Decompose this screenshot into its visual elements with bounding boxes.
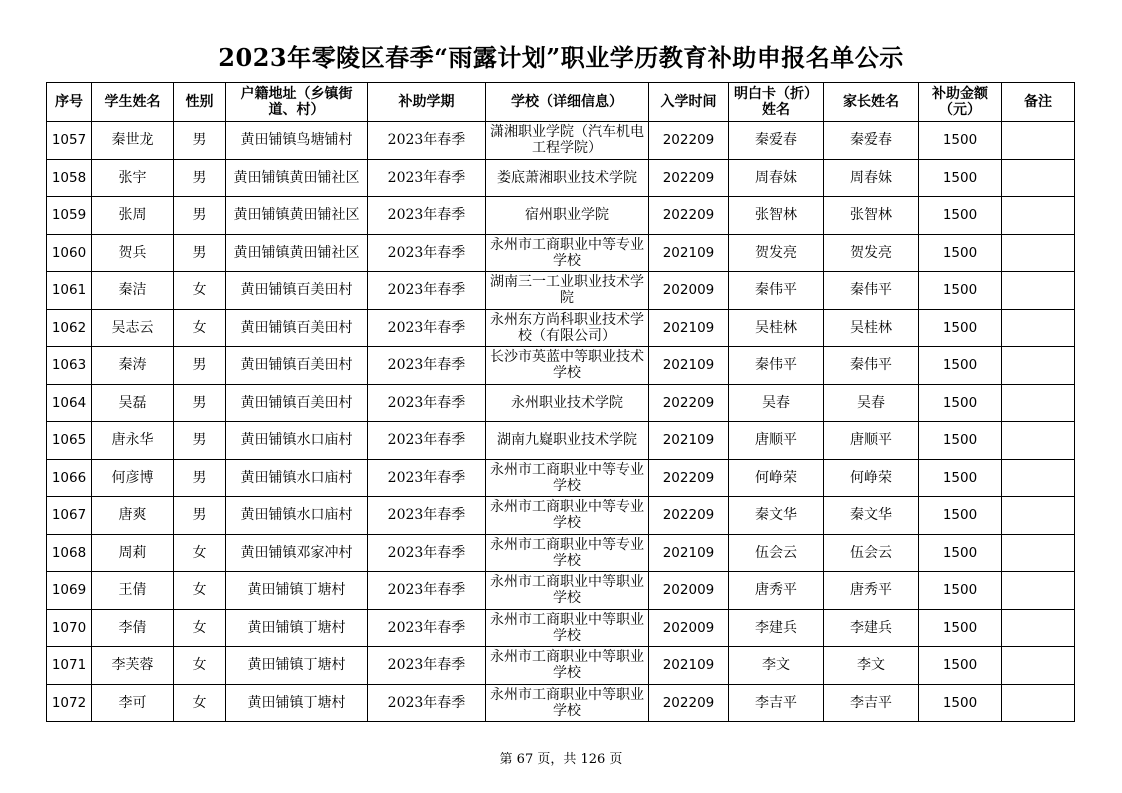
cell-address: 黄田铺镇鸟塘铺村 [226,122,368,160]
cell-amount: 1500 [919,534,1002,572]
cell-student-name: 秦世龙 [92,122,174,160]
cell-index: 1067 [47,497,92,535]
cell-card-name: 伍会云 [729,534,824,572]
cell-student-name: 王倩 [92,572,174,610]
cell-enroll-date: 202009 [649,609,729,647]
cell-school: 永州市工商职业中等专业学校 [486,234,649,272]
cell-student-name: 周莉 [92,534,174,572]
header-student-name: 学生姓名 [92,83,174,122]
cell-term: 2023年春季 [368,534,486,572]
cell-enroll-date: 202209 [649,497,729,535]
cell-address: 黄田铺镇百美田村 [226,309,368,347]
header-term: 补助学期 [368,83,486,122]
page-title: 2023年零陵区春季“雨露计划”职业学历教育补助申报名单公示 [218,43,904,72]
cell-student-name: 李芙蓉 [92,647,174,685]
cell-term: 2023年春季 [368,422,486,460]
cell-address: 黄田铺镇丁塘村 [226,684,368,722]
cell-remarks [1002,684,1075,722]
cell-parent-name: 何峥荣 [824,459,919,497]
cell-gender: 男 [174,422,226,460]
cell-amount: 1500 [919,609,1002,647]
cell-index: 1060 [47,234,92,272]
cell-student-name: 张周 [92,197,174,235]
cell-remarks [1002,422,1075,460]
cell-parent-name: 秦伟平 [824,272,919,310]
cell-school: 湖南三一工业职业技术学院 [486,272,649,310]
cell-school: 永州东方尚科职业技术学校（有限公司） [486,309,649,347]
table-row [47,459,1075,497]
cell-index: 1064 [47,384,92,422]
table-row [47,309,1075,347]
cell-term: 2023年春季 [368,159,486,197]
header-parent-name: 家长姓名 [824,83,919,122]
cell-card-name: 吴桂林 [729,309,824,347]
cell-term: 2023年春季 [368,647,486,685]
cell-remarks [1002,534,1075,572]
cell-student-name: 唐爽 [92,497,174,535]
cell-remarks [1002,347,1075,385]
table-row [47,422,1075,460]
cell-card-name: 张智林 [729,197,824,235]
cell-address: 黄田铺镇水口庙村 [226,459,368,497]
cell-student-name: 张宇 [92,159,174,197]
header-gender: 性别 [174,83,226,122]
cell-student-name: 吴磊 [92,384,174,422]
cell-index: 1072 [47,684,92,722]
cell-address: 黄田铺镇黄田铺社区 [226,159,368,197]
cell-enroll-date: 202109 [649,422,729,460]
page-footer: 第 67 页，共 126 页 [499,752,623,767]
header-enroll-date: 入学时间 [649,83,729,122]
cell-gender: 男 [174,497,226,535]
table-row [47,384,1075,422]
cell-remarks [1002,122,1075,160]
cell-gender: 女 [174,534,226,572]
cell-amount: 1500 [919,497,1002,535]
cell-school: 长沙市英蓝中等职业技术学校 [486,347,649,385]
cell-enroll-date: 202209 [649,459,729,497]
cell-remarks [1002,384,1075,422]
table-row [47,347,1075,385]
cell-school: 永州市工商职业中等职业学校 [486,572,649,610]
cell-gender: 女 [174,572,226,610]
cell-amount: 1500 [919,459,1002,497]
cell-index: 1062 [47,309,92,347]
cell-gender: 男 [174,459,226,497]
cell-card-name: 李文 [729,647,824,685]
cell-parent-name: 唐秀平 [824,572,919,610]
cell-enroll-date: 202109 [649,647,729,685]
table-row [47,272,1075,310]
header-amount: 补助金额（元） [919,83,1002,122]
cell-student-name: 吴志云 [92,309,174,347]
cell-card-name: 贺发亮 [729,234,824,272]
cell-student-name: 李倩 [92,609,174,647]
table-row [47,197,1075,235]
cell-gender: 男 [174,122,226,160]
cell-address: 黄田铺镇黄田铺社区 [226,197,368,235]
cell-address: 黄田铺镇水口庙村 [226,422,368,460]
cell-card-name: 何峥荣 [729,459,824,497]
cell-term: 2023年春季 [368,234,486,272]
cell-school: 宿州职业学院 [486,197,649,235]
header-address: 户籍地址（乡镇街道、村） [226,83,368,122]
cell-remarks [1002,497,1075,535]
cell-index: 1070 [47,609,92,647]
cell-index: 1057 [47,122,92,160]
cell-index: 1071 [47,647,92,685]
cell-index: 1065 [47,422,92,460]
cell-term: 2023年春季 [368,309,486,347]
cell-index: 1059 [47,197,92,235]
cell-remarks [1002,272,1075,310]
cell-address: 黄田铺镇丁塘村 [226,572,368,610]
cell-school: 永州市工商职业中等职业学校 [486,609,649,647]
cell-parent-name: 秦爱春 [824,122,919,160]
cell-parent-name: 李建兵 [824,609,919,647]
cell-remarks [1002,647,1075,685]
cell-term: 2023年春季 [368,459,486,497]
cell-address: 黄田铺镇黄田铺社区 [226,234,368,272]
cell-index: 1069 [47,572,92,610]
table-row [47,234,1075,272]
cell-index: 1058 [47,159,92,197]
header-school: 学校（详细信息） [486,83,649,122]
cell-enroll-date: 202209 [649,684,729,722]
cell-gender: 女 [174,609,226,647]
cell-gender: 女 [174,684,226,722]
cell-gender: 男 [174,197,226,235]
cell-amount: 1500 [919,122,1002,160]
cell-school: 永州市工商职业中等职业学校 [486,684,649,722]
cell-school: 潇湘职业学院（汽车机电工程学院） [486,122,649,160]
cell-term: 2023年春季 [368,684,486,722]
cell-card-name: 秦伟平 [729,272,824,310]
table-row [47,684,1075,722]
cell-address: 黄田铺镇百美田村 [226,347,368,385]
cell-enroll-date: 202209 [649,122,729,160]
cell-amount: 1500 [919,309,1002,347]
cell-parent-name: 秦伟平 [824,347,919,385]
table-row [47,159,1075,197]
cell-index: 1061 [47,272,92,310]
cell-amount: 1500 [919,197,1002,235]
cell-gender: 女 [174,309,226,347]
cell-amount: 1500 [919,159,1002,197]
cell-term: 2023年春季 [368,272,486,310]
cell-parent-name: 李文 [824,647,919,685]
cell-student-name: 何彦博 [92,459,174,497]
cell-card-name: 周春妹 [729,159,824,197]
cell-amount: 1500 [919,647,1002,685]
cell-term: 2023年春季 [368,572,486,610]
cell-gender: 男 [174,234,226,272]
cell-index: 1063 [47,347,92,385]
table-row [47,609,1075,647]
cell-school: 永州市工商职业中等专业学校 [486,459,649,497]
cell-term: 2023年春季 [368,384,486,422]
table-header-row [47,83,1075,122]
cell-student-name: 秦涛 [92,347,174,385]
cell-enroll-date: 202209 [649,384,729,422]
cell-card-name: 吴春 [729,384,824,422]
cell-parent-name: 唐顺平 [824,422,919,460]
cell-term: 2023年春季 [368,609,486,647]
header-remarks: 备注 [1002,83,1075,122]
cell-term: 2023年春季 [368,347,486,385]
cell-gender: 女 [174,272,226,310]
cell-index: 1066 [47,459,92,497]
cell-amount: 1500 [919,272,1002,310]
cell-address: 黄田铺镇百美田村 [226,384,368,422]
cell-remarks [1002,234,1075,272]
header-card-name: 明白卡（折）姓名 [729,83,824,122]
cell-parent-name: 吴桂林 [824,309,919,347]
cell-student-name: 秦洁 [92,272,174,310]
cell-school: 湖南九嶷职业技术学院 [486,422,649,460]
cell-term: 2023年春季 [368,197,486,235]
cell-address: 黄田铺镇邓家冲村 [226,534,368,572]
cell-parent-name: 贺发亮 [824,234,919,272]
cell-parent-name: 周春妹 [824,159,919,197]
cell-student-name: 唐永华 [92,422,174,460]
table-row [47,572,1075,610]
cell-card-name: 唐顺平 [729,422,824,460]
cell-school: 永州市工商职业中等专业学校 [486,534,649,572]
cell-parent-name: 伍会云 [824,534,919,572]
cell-enroll-date: 202109 [649,347,729,385]
cell-enroll-date: 202009 [649,572,729,610]
cell-remarks [1002,609,1075,647]
cell-enroll-date: 202209 [649,159,729,197]
cell-gender: 男 [174,384,226,422]
cell-card-name: 李建兵 [729,609,824,647]
cell-card-name: 秦伟平 [729,347,824,385]
cell-term: 2023年春季 [368,497,486,535]
cell-student-name: 李可 [92,684,174,722]
cell-remarks [1002,159,1075,197]
cell-gender: 男 [174,159,226,197]
cell-parent-name: 秦文华 [824,497,919,535]
cell-amount: 1500 [919,384,1002,422]
cell-enroll-date: 202109 [649,309,729,347]
cell-index: 1068 [47,534,92,572]
cell-school: 永州市工商职业中等专业学校 [486,497,649,535]
cell-gender: 男 [174,347,226,385]
cell-address: 黄田铺镇丁塘村 [226,609,368,647]
cell-school: 永州职业技术学院 [486,384,649,422]
table-row [47,647,1075,685]
cell-term: 2023年春季 [368,122,486,160]
cell-parent-name: 张智林 [824,197,919,235]
cell-amount: 1500 [919,684,1002,722]
cell-school: 永州市工商职业中等职业学校 [486,647,649,685]
cell-parent-name: 吴春 [824,384,919,422]
table-row [47,122,1075,160]
cell-remarks [1002,197,1075,235]
cell-card-name: 唐秀平 [729,572,824,610]
cell-gender: 女 [174,647,226,685]
cell-address: 黄田铺镇丁塘村 [226,647,368,685]
cell-enroll-date: 202109 [649,534,729,572]
cell-remarks [1002,459,1075,497]
cell-address: 黄田铺镇百美田村 [226,272,368,310]
cell-enroll-date: 202209 [649,197,729,235]
cell-amount: 1500 [919,347,1002,385]
header-index: 序号 [47,83,92,122]
cell-remarks [1002,309,1075,347]
cell-address: 黄田铺镇水口庙村 [226,497,368,535]
table-row [47,534,1075,572]
cell-amount: 1500 [919,572,1002,610]
cell-student-name: 贺兵 [92,234,174,272]
table-row [47,497,1075,535]
cell-amount: 1500 [919,234,1002,272]
cell-parent-name: 李吉平 [824,684,919,722]
cell-card-name: 李吉平 [729,684,824,722]
cell-enroll-date: 202109 [649,234,729,272]
roster-table [46,82,1075,722]
cell-amount: 1500 [919,422,1002,460]
cell-card-name: 秦爱春 [729,122,824,160]
cell-remarks [1002,572,1075,610]
cell-school: 娄底萧湘职业技术学院 [486,159,649,197]
cell-enroll-date: 202009 [649,272,729,310]
cell-card-name: 秦文华 [729,497,824,535]
